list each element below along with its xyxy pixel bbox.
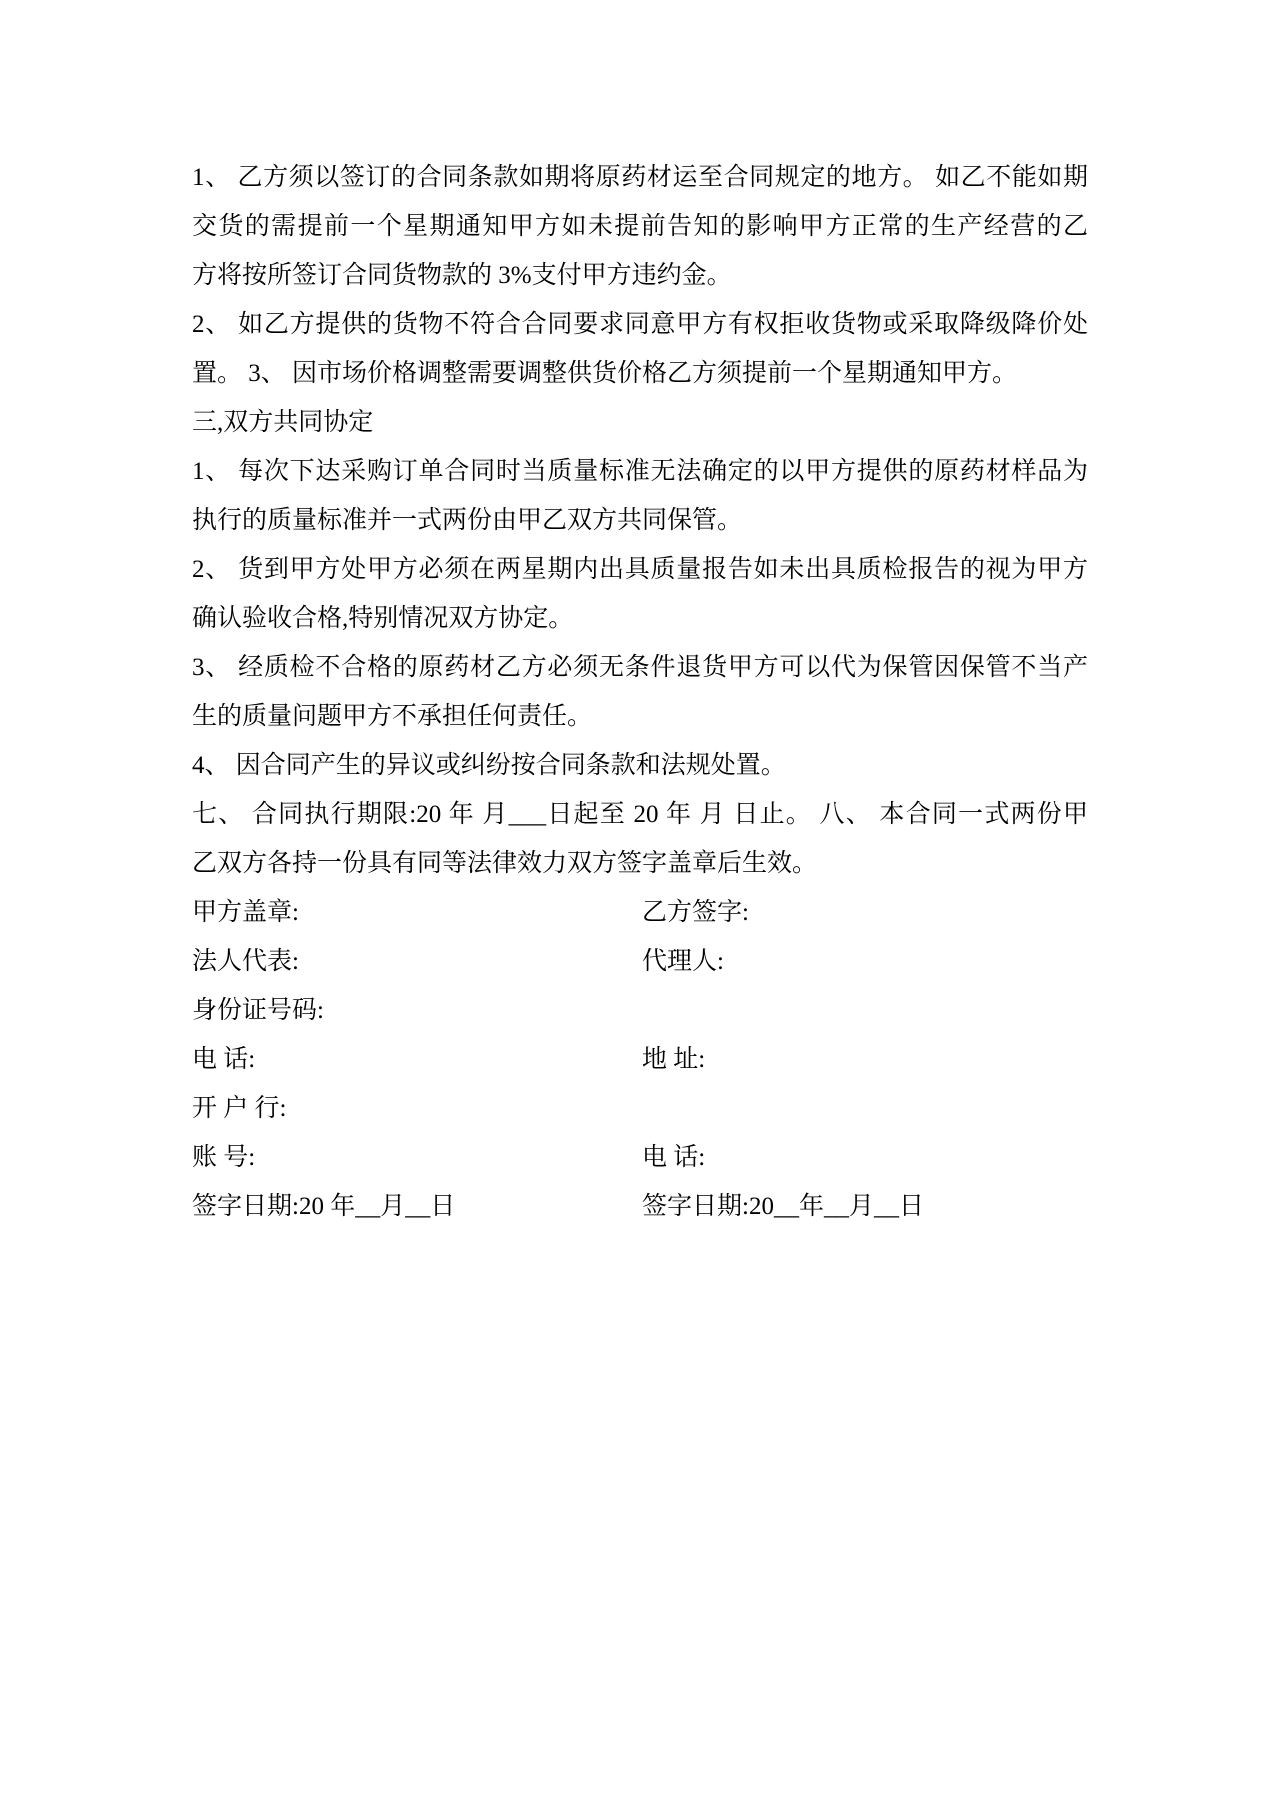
contract-line-4: 2、 如乙方提供的货物不符合合同要求同意甲方有权拒收货物或采取降级降价处 bbox=[192, 311, 1088, 338]
contract-line-13: 4、 因合同产生的异议或纠纷按合同条款和法规处置。 bbox=[192, 752, 786, 779]
party-a-sign-date-label: 签字日期:20 年__月__日 bbox=[192, 1193, 456, 1220]
contract-line-2: 交货的需提前一个星期通知甲方如未提前告知的影响甲方正常的生产经营的乙 bbox=[192, 213, 1088, 240]
signature-row-date bbox=[192, 1182, 1088, 1231]
address-label: 地 址: bbox=[642, 1046, 706, 1073]
contract-line-7: 1、 每次下达采购订单合同时当质量标准无法确定的以甲方提供的原药材样品为 bbox=[192, 458, 1088, 485]
signature-row-representative bbox=[192, 937, 1088, 986]
contract-line-8: 执行的质量标准并一式两份由甲乙双方共同保管。 bbox=[192, 507, 743, 534]
signature-row-phone-address bbox=[192, 1035, 1088, 1084]
bank-branch-label: 开 户 行: bbox=[192, 1095, 287, 1122]
party-a-seal-label: 甲方盖章: bbox=[192, 899, 299, 926]
section-heading-mutual-agreement: 三,双方共同协定 bbox=[192, 409, 374, 436]
party-b-signature-label: 乙方签字: bbox=[642, 899, 749, 926]
contract-line-10: 确认验收合格,特别情况双方协定。 bbox=[192, 605, 574, 632]
contract-text-block bbox=[192, 153, 1088, 1231]
agent-label: 代理人: bbox=[642, 948, 724, 975]
contract-line-14: 七、 合同执行期限:20 年 月___日起至 20 年 月 日止。 八、 本合同一式两份甲 bbox=[192, 801, 1088, 828]
contract-line-9: 2、 货到甲方处甲方必须在两星期内出具质量报告如未出具质检报告的视为甲方 bbox=[192, 556, 1088, 583]
id-number-label: 身份证号码: bbox=[192, 997, 324, 1024]
contract-line-3: 方将按所签订合同货物款的 3%支付甲方违约金。 bbox=[192, 262, 732, 289]
signature-row-id-number bbox=[192, 986, 1088, 1035]
signature-row-account-phone bbox=[192, 1133, 1088, 1182]
party-a-phone-label: 电 话: bbox=[192, 1046, 256, 1073]
contract-line-15: 乙双方各持一份具有同等法律效力双方签字盖章后生效。 bbox=[192, 850, 818, 877]
account-number-label: 账 号: bbox=[192, 1144, 256, 1171]
contract-line-11: 3、 经质检不合格的原药材乙方必须无条件退货甲方可以代为保管因保管不当产 bbox=[192, 654, 1088, 681]
party-b-phone-label: 电 话: bbox=[642, 1144, 706, 1171]
contract-line-1: 1、 乙方须以签订的合同条款如期将原药材运至合同规定的地方。 如乙不能如期 bbox=[192, 164, 1088, 191]
legal-representative-label: 法人代表: bbox=[192, 948, 299, 975]
signature-row-seal bbox=[192, 888, 1088, 937]
contract-line-12: 生的质量问题甲方不承担任何责任。 bbox=[192, 703, 593, 730]
party-b-sign-date-label: 签字日期:20__年__月__日 bbox=[642, 1193, 924, 1220]
signature-row-bank bbox=[192, 1084, 1088, 1133]
contract-line-5: 置。 3、 因市场价格调整需要调整供货价格乙方须提前一个星期通知甲方。 bbox=[192, 360, 1018, 387]
